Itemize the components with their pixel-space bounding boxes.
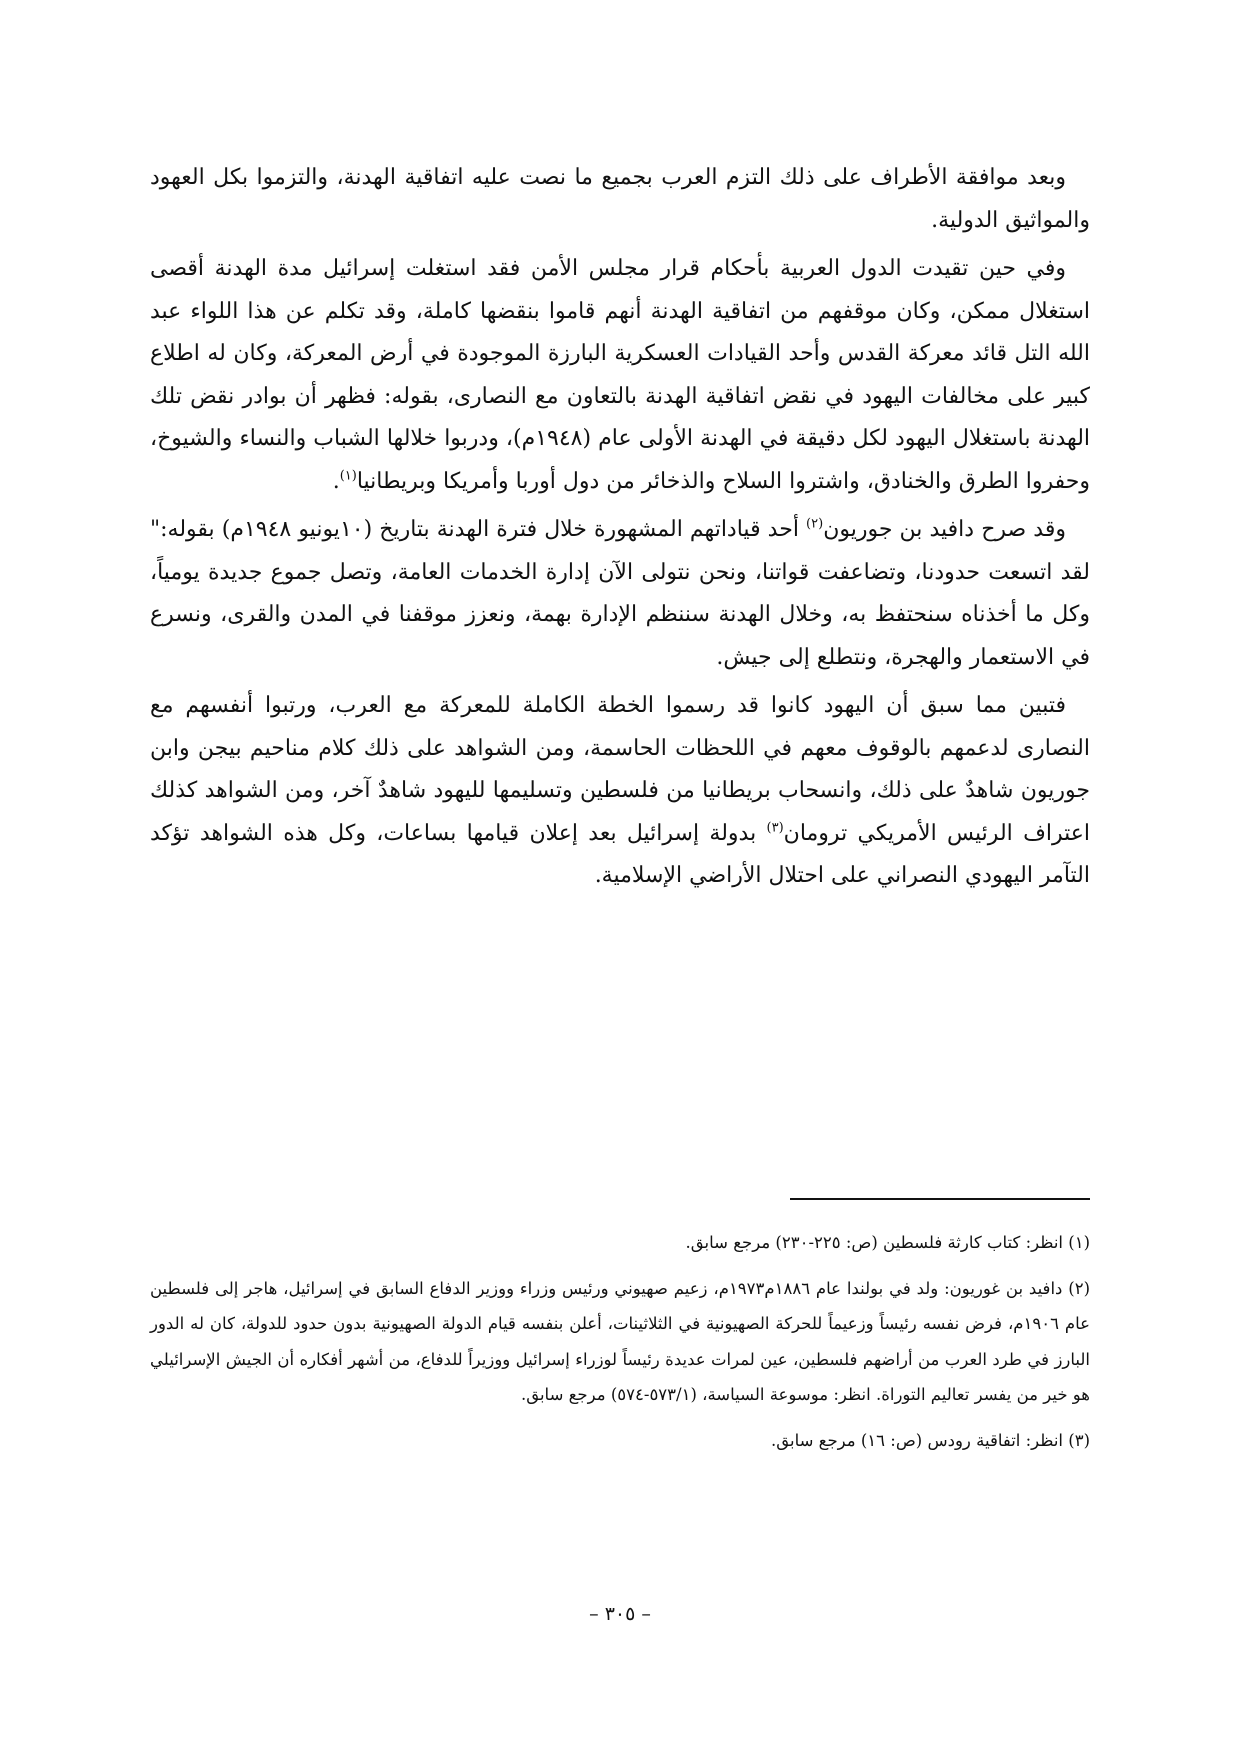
document-page: [150, 0, 1090, 1754]
paragraph-2-text: وفي حين تقيدت الدول العربية بأحكام قرار مجلس الأمن فقد استغلت إسرائيل مدة الهدنة أقصى استغلال ممكن، وكان موقفهم من اتفاقية الهدنة أنهم قاموا بنقضها كاملة، وقد تكلم عن هذا اللواء عبد الله التل قائد معركة القدس وأحد القيادات العسكرية البارزة الموجودة في أرض المعركة، وكان له اطلاع كبير على مخالفات اليهود في نقض اتفاقية الهدنة بالتعاون مع النصارى، بقوله: فظهر أن بوادر نقض تلك الهدنة باستغلال اليهود لكل دقيقة في الهدنة الأولى عام (١٩٤٨م)، ودربوا خلالها الشباب والنساء والشيوخ، وحفروا الطرق والخنادق، واشتروا السلاح والذخائر من دول أوربا وأمريكا وبريطانيا: [150, 256, 1091, 494]
paragraph-1-text: وبعد موافقة الأطراف على ذلك التزم العرب بجميع ما نصت عليه اتفاقية الهدنة، والتزموا بكل العهود والمواثيق الدولية.: [150, 165, 1090, 233]
paragraph-1: [150, 157, 1090, 242]
paragraph-2: [150, 248, 1090, 503]
paragraph-4-text: فتبين مما سبق أن اليهود كانوا قد رسموا الخطة الكاملة للمعركة مع العرب، ورتبوا أنفسهم مع النصارى لدعمهم بالوقوف معهم في اللحظات الحاسمة، ومن الشواهد على ذلك كلام مناحيم بيجن وابن جوريون شاهدٌ على ذلك، وانسحاب بريطانيا من فلسطين وتسليمها لليهود شاهدٌ آخر، ومن الشواهد كذلك اعتراف الرئيس الأمريكي ترومان: [150, 693, 1091, 846]
footnote-ref-3[interactable]: (٣): [766, 820, 784, 836]
footnote-1: (١) انظر: كتاب كارثة فلسطين (ص: ٢٢٥-٢٣٠) مرجع سابق.: [685, 1233, 1090, 1252]
footnote-2: (٢) دافيد بن غوريون: ولد في بولندا عام ١٨٨٦م١٩٧٣م، زعيم صهيوني ورئيس وزراء ووزير الدفاع السابق في إسرائيل، هاجر إلى فلسطين عام ١٩٠٦م، فرض نفسه رئيساً وزعيماً للحركة الصهيونية في الثلاثينات، أعلن بنفسه قيام الدولة الصهيونية بدون حدود للدولة، كان له الدور البارز في طرد العرب من أراضهم فلسطين، عين لمرات عديدة رئيساً لوزراء إسرائيل ووزيراً للدفاع، من أشهر أفكاره أن الجيش الإسرائيلي هو خير من يفسر تعاليم التوراة. انظر: موسوعة السياسة، (٥٧٣/١-٥٧٤) مرجع سابق.: [150, 1278, 1090, 1404]
footnote-3: (٣) انظر: اتفاقية رودس (ص: ١٦) مرجع سابق.: [770, 1430, 1090, 1450]
paragraph-2-text-end: .: [332, 468, 340, 494]
paragraph-3-text: وقد صرح دافيد بن جوريون: [823, 517, 1066, 542]
footnote-separator: [790, 1198, 1090, 1200]
paragraph-4: [150, 685, 1090, 898]
body-text: [150, 157, 1090, 904]
page-number: – ٣٠٥ –: [589, 1603, 651, 1625]
paragraph-3-text-end: أحد قياداتهم المشهورة خلال فترة الهدنة بتاريخ (١٠يونيو ١٩٤٨م) بقوله:" لقد اتسعت حدودنا، وتضاعفت قواتنا، ونحن نتولى الآن إدارة الخدمات العامة، وتصل جموع جديدة يومياً، وكل ما أخذناه سنحتفظ به، وخلال الهدنة سننظم الإدارة بهمة، ونعزز موقفنا في المدن والقرى، ونسرع في الاستعمار والهجرة، ونتطلع إلى جيش.: [150, 517, 1090, 670]
footnotes: [150, 1225, 1090, 1468]
footnote-ref-1[interactable]: (١): [339, 468, 357, 484]
paragraph-3: [150, 509, 1090, 679]
footnote-ref-2[interactable]: (٢): [806, 516, 824, 532]
paragraph-4-text-end: بدولة إسرائيل بعد إعلان قيامها بساعات، وكل هذه الشواهد تؤكد التآمر اليهودي النصراني على احتلال الأراضي الإسلامية.: [150, 820, 1090, 888]
